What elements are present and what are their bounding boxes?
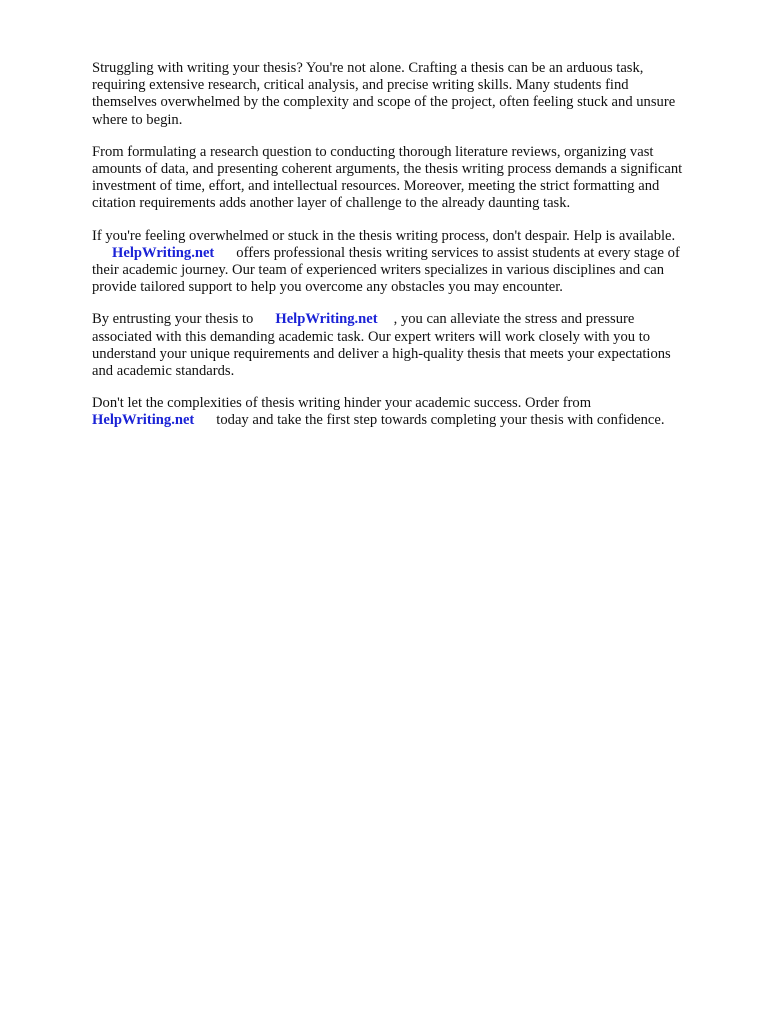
text-line: their academic journey. Our team of experienced writers specializes in various disciplines and can [92,262,665,279]
text-line: citation requirements adds another layer of challenge to the already daunting task. [92,195,571,212]
paragraph-help [92,228,732,297]
text-line: If you're feeling overwhelmed or stuck in the thesis writing process, don't despair. Help is available. [92,227,676,244]
text-line: Don't let the complexities of thesis writing hinder your academic success. Order from [92,395,592,412]
text-line: associated with this demanding academic task. Our expert writers will work closely with you to [92,328,651,345]
text-line [92,245,732,262]
helpwriting-link[interactable]: HelpWriting.net [92,412,195,429]
text-fragment: , you can alleviate the stress and pressure [393,311,635,328]
helpwriting-link[interactable]: HelpWriting.net [275,311,378,328]
helpwriting-link[interactable]: HelpWriting.net [112,244,215,261]
paragraph-process [92,144,732,213]
text-line [92,412,732,429]
text-line: requiring extensive research, critical analysis, and precise writing skills. Many students find [92,77,629,94]
paragraph-entrust [92,311,732,380]
paragraph-closing [92,395,732,429]
document-body [92,60,732,445]
text-fragment: By entrusting your thesis to [92,311,254,328]
text-fragment: today and take the first step towards completing your thesis with confidence. [216,412,665,429]
text-line: and academic standards. [92,363,235,380]
text-line: where to begin. [92,111,183,128]
text-line: Struggling with writing your thesis? You're not alone. Crafting a thesis can be an arduous task, [92,60,644,76]
text-fragment: offers professional thesis writing services to assist students at every stage of [236,244,680,261]
text-line: themselves overwhelmed by the complexity and scope of the project, often feeling stuck and unsure [92,94,676,111]
text-line: amounts of data, and presenting coherent arguments, the thesis writing process demands a significant [92,161,683,178]
paragraph-intro [92,60,732,129]
text-line: From formulating a research question to conducting thorough literature reviews, organizing vast [92,143,654,160]
text-line: provide tailored support to help you overcome any obstacles you may encounter. [92,279,563,296]
text-line: understand your unique requirements and deliver a high-quality thesis that meets your expectations [92,345,671,362]
text-line: investment of time, effort, and intellectual resources. Moreover, meeting the strict formatting and [92,178,660,195]
text-line [92,311,732,328]
